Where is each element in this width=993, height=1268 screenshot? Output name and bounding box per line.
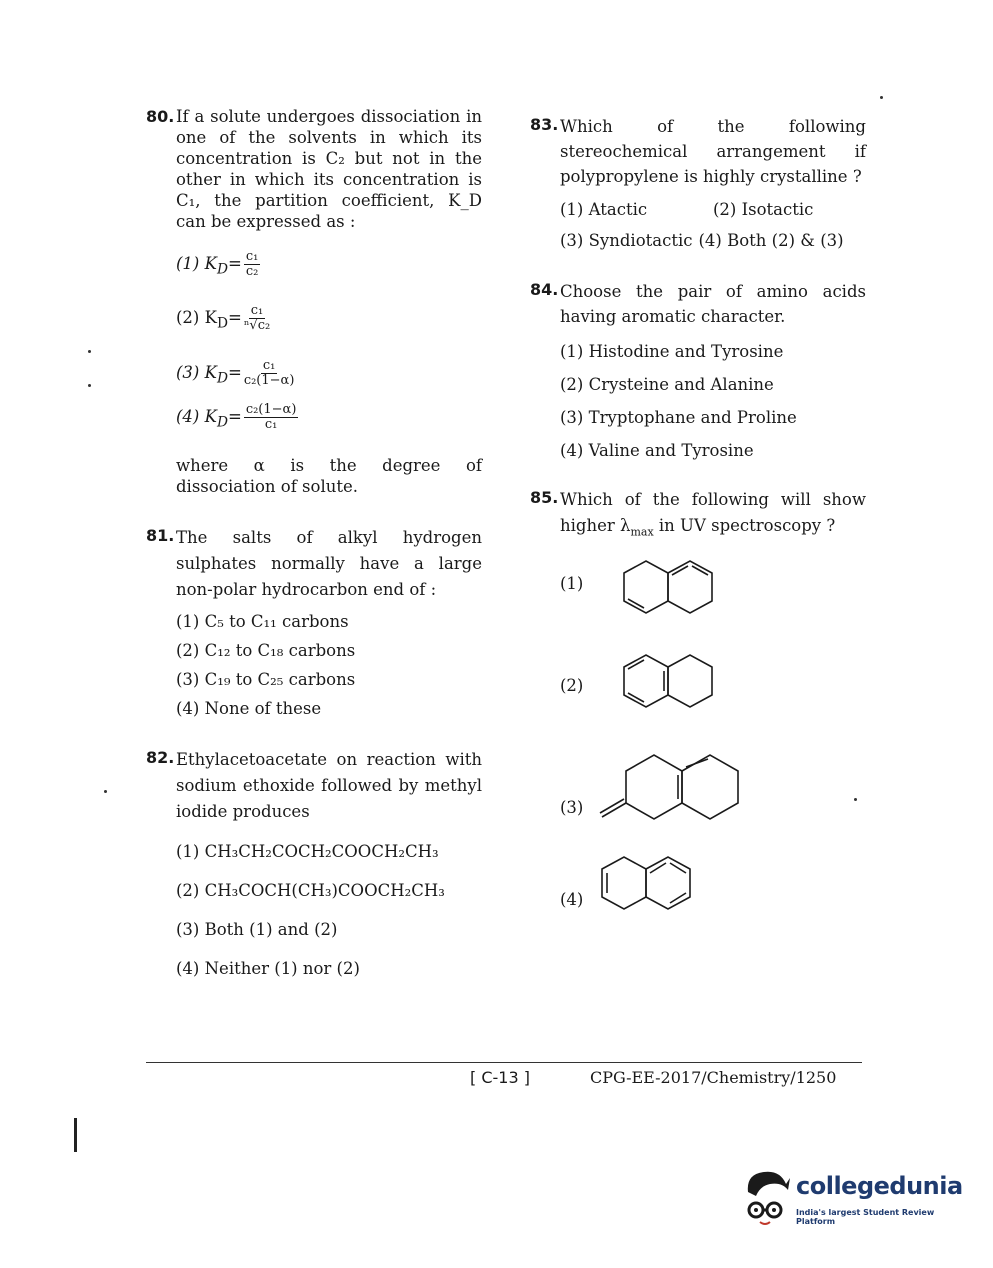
- paper-reference: CPG-EE-2017/Chemistry/1250: [590, 1068, 837, 1087]
- option-2: (2): [530, 645, 866, 731]
- molecule-2-structure: [608, 649, 748, 719]
- question-number: 84.: [530, 280, 559, 299]
- option-1: (1) C₅ to C₁₁ carbons: [176, 612, 349, 632]
- option-1: (1) Atactic: [560, 200, 648, 219]
- option-3: (3) C₁₉ to C₂₅ carbons: [176, 670, 356, 690]
- scan-dot: [854, 798, 857, 801]
- left-column: [146, 106, 482, 997]
- fraction: $\frac{\text{c₁}}{\text{ⁿ√c₂}}$: [243, 303, 271, 334]
- option-2: (2) Isotactic: [713, 200, 814, 219]
- options-row-2: [530, 230, 866, 251]
- option-4: (4) Both (2) & (3): [698, 231, 844, 250]
- question-text: Ethylacetoacetate on reaction with sodium ethoxide followed by methyl iodide produces: [176, 750, 482, 822]
- option-3: (3) Tryptophane and Proline: [560, 408, 797, 427]
- molecule-1-structure: [608, 555, 748, 625]
- question-note: where α is the degree of dissociation of solute.: [176, 456, 482, 497]
- question-text: The salts of alkyl hydrogen sulphates normally have a large non-polar hydrocarbon end of :: [176, 528, 482, 600]
- option-3: (3): [530, 747, 866, 843]
- option-1: (1) CH₃CH₂COCH₂COOCH₂CH₃: [176, 842, 439, 862]
- fraction: $\frac{\text{c₁}}{\text{c₂(1−α)}}$: [243, 357, 295, 388]
- molecule-3-structure: [586, 747, 766, 837]
- option-3: (3) Syndiotactic: [560, 231, 693, 250]
- option-4: (4) Neither (1) nor (2): [176, 959, 360, 979]
- scan-dot: [104, 790, 107, 793]
- question-number: 85.: [530, 488, 559, 507]
- question-83: [530, 114, 866, 251]
- molecule-4-structure: [596, 851, 736, 921]
- options-row-1: [530, 199, 866, 220]
- fraction: $\frac{\text{c₁}}{\text{c₂}}$: [245, 249, 259, 279]
- scan-dot: [88, 350, 91, 353]
- logo-name: collegedunia: [796, 1172, 963, 1200]
- logo-tagline: India's largest Student Review Platform: [796, 1208, 935, 1226]
- footer-divider: [146, 1062, 862, 1063]
- question-text: If a solute undergoes dissociation in one of the solvents in which its concentration is C₂ but not in the other in which its concentration is C₁, the partition coefficient, K_D can be expressed as :: [176, 107, 482, 231]
- option-4: (4) None of these: [176, 699, 322, 719]
- question-82: [146, 747, 482, 979]
- page-code: [ C-13 ]: [470, 1068, 530, 1087]
- option-2: (2) $K_D=$ $\frac{\text{c₁}}{\text{ⁿ√c₂}}$: [176, 303, 271, 334]
- question-number: 81.: [146, 526, 175, 546]
- option-2: (2) C₁₂ to C₁₈ carbons: [176, 641, 356, 661]
- question-number: 83.: [530, 115, 559, 134]
- option-2: (2) CH₃COCH(CH₃)COOCH₂CH₃: [176, 881, 445, 901]
- question-text: Choose the pair of amino acids having aromatic character.: [560, 282, 866, 326]
- question-number: 80.: [146, 107, 175, 126]
- question-text: Which of the following will show higher $\lambda_{max}$ in UV spectroscopy ?: [560, 490, 866, 539]
- scan-dot: [880, 96, 883, 99]
- option-4: (4) $K_D=$ $\frac{\text{c₂(1−α)}}{\text{c₁}}$: [176, 401, 297, 432]
- margin-mark: [74, 1118, 77, 1152]
- question-81: [146, 525, 482, 719]
- option-1: (1): [530, 551, 866, 637]
- option-1: (1) $K_D=$ $\frac{\text{c₁}}{\text{c₂}}$: [176, 249, 259, 279]
- question-84: [530, 279, 866, 461]
- question-85: [530, 487, 866, 937]
- collegedunia-logo[interactable]: [740, 1168, 970, 1228]
- option-3: (3) Both (1) and (2): [176, 920, 338, 940]
- question-number: 82.: [146, 748, 175, 768]
- scan-dot: [88, 384, 91, 387]
- mascot-icon: [740, 1168, 794, 1228]
- option-1: (1) Histodine and Tyrosine: [560, 342, 784, 361]
- question-80: [146, 106, 482, 497]
- option-4: (4): [530, 851, 866, 937]
- fraction: $\frac{\text{c₂(1−α)}}{\text{c₁}}$: [245, 401, 297, 432]
- right-column: [530, 114, 866, 955]
- option-3: (3) $K_D=$ $\frac{\text{c₁}}{\text{c₂(1−α)}}$: [176, 357, 295, 388]
- option-2: (2) Crysteine and Alanine: [560, 375, 774, 394]
- option-4: (4) Valine and Tyrosine: [560, 441, 754, 460]
- question-text: Which of the following stereochemical arrangement if polypropylene is highly crystalline ?: [560, 117, 866, 186]
